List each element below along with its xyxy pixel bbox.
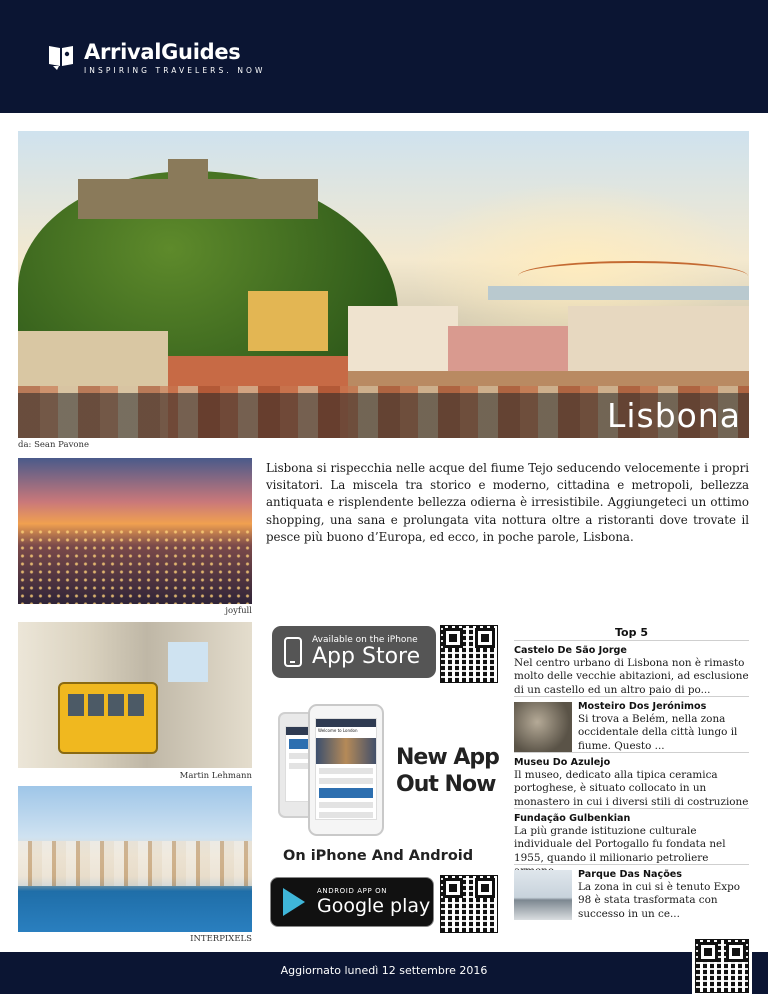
- screen-header: [316, 719, 376, 727]
- top5-item-desc: Nel centro urbano di Lisbona non è rimasto molto delle vecchie abitazioni, ad esclusione di un castello ed un altro paio di po...: [514, 657, 749, 696]
- tram-car: [58, 682, 158, 754]
- top5-item-desc: La zona in cui si è tenuto Expo 98 è stata trasformata con successo in un ce...: [578, 881, 740, 920]
- top5-item-desc: Si trova a Belém, nella zona occidentale della città lungo il fiume. Questo ...: [578, 713, 738, 752]
- app-platforms: On iPhone And Android: [283, 848, 474, 864]
- app-store-label: App Store: [312, 644, 421, 669]
- hero-river: [488, 286, 749, 300]
- page-title: Lisbona: [606, 396, 741, 435]
- play-store-icon: [283, 888, 305, 916]
- hero-credit: da: Sean Pavone: [18, 440, 90, 450]
- ios-qr-code-icon[interactable]: [440, 625, 498, 683]
- screen-line: [319, 802, 373, 808]
- city-lights: [18, 528, 252, 604]
- brand-tagline: INSPIRING TRAVELERS. NOW: [84, 66, 266, 75]
- updated-date: Aggiornato lunedì 12 settembre 2016: [280, 964, 488, 977]
- brand-logo[interactable]: [46, 40, 266, 75]
- list-item[interactable]: [514, 696, 749, 752]
- intro-paragraph: Lisbona si rispecchia nelle acque del fiume Tejo seducendo velocemente i propri visitatori. La miscela tra storico e moderno, cittadina e metropoli, bellezza antiquata e risplendente bellezza odierna è irresistibile. Aggiungeteci un ottimo shopping, una sana e prolungata vita nottura oltre a ristoranti dove trovate il pesce più buono d’Europa, ed ecco, in poche parole, Lisbona.: [266, 461, 749, 544]
- list-item[interactable]: [514, 640, 749, 696]
- iphone-icon: [284, 637, 302, 667]
- screen-image: [316, 738, 376, 764]
- top5-item-name: Castelo De São Jorge: [514, 645, 627, 656]
- headline-line: New App: [396, 745, 499, 770]
- top5-item-name: Museu Do Azulejo: [514, 757, 611, 768]
- top5-title: Top 5: [615, 626, 648, 639]
- list-item[interactable]: [514, 752, 749, 808]
- app-phones-image: [278, 704, 388, 836]
- photo-credit: Martin Lehmann: [179, 771, 252, 781]
- top5-item-name: Parque Das Nações: [578, 869, 683, 880]
- tram-sky: [168, 642, 208, 682]
- photo-credit: joyfull: [225, 606, 252, 616]
- new-app-headline: [396, 744, 499, 798]
- top5-list: [514, 640, 749, 934]
- app-store-badge[interactable]: [272, 626, 436, 678]
- android-qr-code-icon[interactable]: [440, 875, 498, 933]
- google-play-badge[interactable]: [270, 877, 434, 927]
- hero-castle: [78, 179, 318, 219]
- screen-title: Welcome to London: [318, 728, 358, 733]
- top5-thumbnail: [514, 702, 572, 752]
- top5-item-desc: La più grande istituzione culturale individuale del Portogallo fu fondata nel 1955, quando il milionario petroliere: [514, 825, 726, 864]
- screen-bar: [319, 788, 373, 798]
- photo-credit: INTERPIXELS: [190, 934, 252, 944]
- list-item[interactable]: [514, 864, 749, 934]
- hero-building: [348, 306, 458, 376]
- top5-item-name: Mosteiro Dos Jerónimos: [578, 701, 707, 712]
- phone-screen: [315, 718, 377, 820]
- photo-sunset-city: [18, 458, 252, 604]
- app-store-small-label: Available on the iPhone: [312, 635, 418, 645]
- screen-line: [319, 812, 373, 818]
- google-play-label: Google play: [317, 895, 431, 917]
- book-logo-icon: [46, 40, 76, 70]
- photo-waterfront: [18, 786, 252, 932]
- list-item[interactable]: [514, 808, 749, 864]
- top5-item-name: Fundação Gulbenkian: [514, 813, 631, 824]
- brand-name: ArrivalGuides: [84, 40, 241, 64]
- screen-line: [319, 768, 373, 774]
- photo-tram: [18, 622, 252, 768]
- screen-line: [319, 778, 373, 784]
- google-play-small-label: ANDROID APP ON: [317, 887, 388, 895]
- waterfront-town: [18, 841, 252, 886]
- top5-item-desc: Il museo, dedicato alla tipica ceramica portoghese, è situato collocato in un monastero in cui i diversi stili di costruzione: [514, 769, 749, 808]
- hero-building: [248, 291, 328, 351]
- guide-qr-code-icon[interactable]: [695, 939, 749, 993]
- hero-photo: [18, 131, 749, 438]
- top5-thumbnail: [514, 870, 572, 920]
- headline-line: Out Now: [396, 772, 496, 797]
- phone-front: [308, 704, 384, 836]
